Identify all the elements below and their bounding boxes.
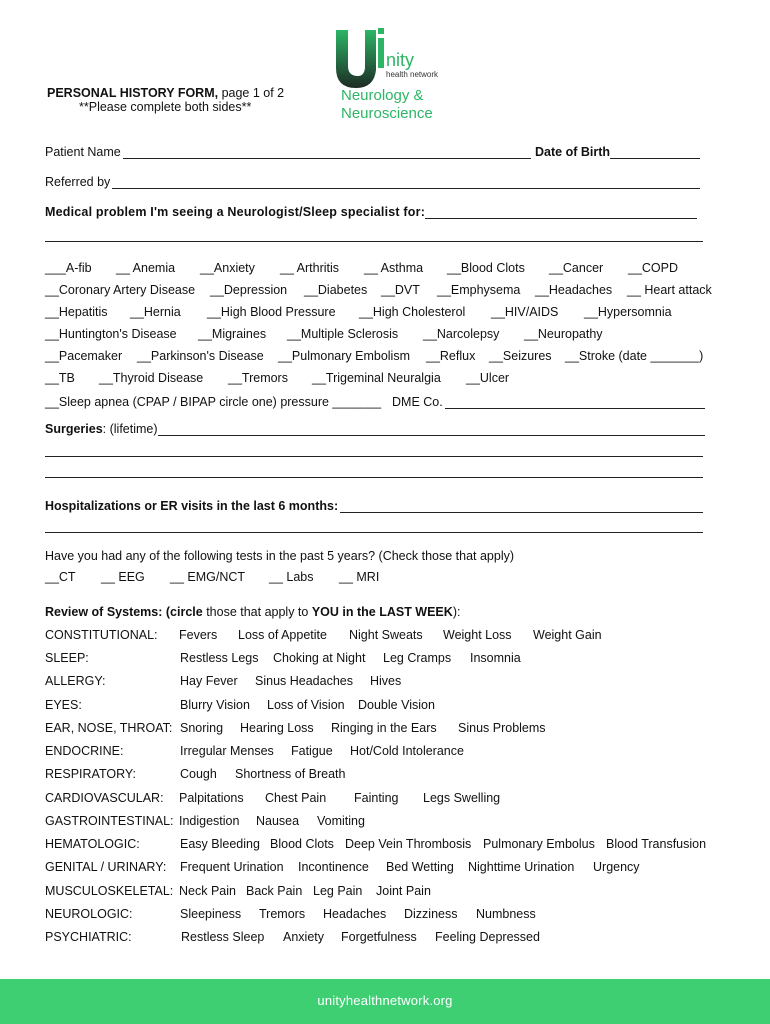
ros-heading-part: ): xyxy=(452,605,461,619)
ros-symptom[interactable]: Dizziness xyxy=(404,907,458,921)
test-item-ct[interactable]: __CT xyxy=(45,570,76,584)
test-item-emg[interactable]: __ EMG/NCT xyxy=(170,570,246,584)
condition-item[interactable]: __Anxiety xyxy=(200,261,255,275)
condition-item[interactable]: __High Cholesterol xyxy=(359,305,466,319)
ros-symptom[interactable]: Fainting xyxy=(354,791,399,805)
logo-line-neurology: Neurology & xyxy=(341,87,424,104)
condition-item[interactable]: __Tremors xyxy=(228,371,288,385)
hospitalizations-input-2[interactable] xyxy=(45,532,703,533)
condition-item[interactable]: __Hepatitis xyxy=(45,305,108,319)
ros-symptom[interactable]: Hay Fever xyxy=(180,674,238,688)
ros-label: EYES: xyxy=(45,698,82,712)
condition-item[interactable]: __Multiple Sclerosis xyxy=(287,327,399,341)
ros-symptom[interactable]: Cough xyxy=(180,767,217,781)
surgeries-input-2[interactable] xyxy=(45,456,703,457)
ros-symptom[interactable]: Neck Pain xyxy=(179,884,236,898)
ros-symptom[interactable]: Pulmonary Embolus xyxy=(483,837,595,851)
condition-item[interactable]: __Trigeminal Neuralgia xyxy=(312,371,441,385)
ros-symptom[interactable]: Fevers xyxy=(179,628,218,642)
form-title xyxy=(47,86,284,100)
ros-symptom[interactable]: Sinus Problems xyxy=(458,721,546,735)
ros-heading-part: Review of Systems: ( xyxy=(45,605,171,619)
logo-network: health network xyxy=(386,70,439,79)
ros-symptom[interactable]: Urgency xyxy=(593,860,640,874)
dme-co-input[interactable] xyxy=(445,408,705,409)
condition-item[interactable]: __Parkinson's Disease xyxy=(137,349,264,363)
ros-label: CONSTITUTIONAL: xyxy=(45,628,158,642)
surgeries-label xyxy=(45,422,158,436)
ros-symptom[interactable]: Weight Loss xyxy=(443,628,512,642)
form-title-bold: PERSONAL HISTORY FORM, xyxy=(47,86,219,100)
condition-item[interactable]: __ Anemia xyxy=(116,261,176,275)
ros-symptom[interactable]: Headaches xyxy=(323,907,387,921)
ros-label: PSYCHIATRIC: xyxy=(45,930,132,944)
condition-item[interactable]: __Diabetes xyxy=(304,283,368,297)
ros-symptom[interactable]: Blurry Vision xyxy=(180,698,250,712)
unity-logo-icon xyxy=(334,26,449,88)
ros-label: GENITAL / URINARY: xyxy=(45,860,167,874)
ros-symptom[interactable]: Choking at Night xyxy=(273,651,366,665)
condition-item[interactable]: __Stroke (date _______) xyxy=(565,349,704,363)
surgeries-label-rest: : (lifetime) xyxy=(102,422,158,436)
footer-url[interactable]: unityhealthnetwork.org xyxy=(317,993,453,1008)
ros-symptom[interactable]: Forgetfulness xyxy=(341,930,417,944)
condition-item[interactable]: __ Arthritis xyxy=(280,261,340,275)
ros-symptom[interactable]: Leg Pain xyxy=(313,884,363,898)
ros-symptom[interactable]: Insomnia xyxy=(470,651,521,665)
ros-symptom[interactable]: Restless Sleep xyxy=(181,930,265,944)
test-item-eeg[interactable]: __ EEG xyxy=(101,570,145,584)
ros-label: GASTROINTESTINAL: xyxy=(45,814,174,828)
condition-item[interactable]: __Thyroid Disease xyxy=(99,371,204,385)
sleep-apnea-item[interactable]: __Sleep apnea (CPAP / BIPAP circle one) pressure _______ xyxy=(45,395,382,409)
ros-symptom[interactable]: Restless Legs xyxy=(180,651,259,665)
ros-symptom[interactable]: Loss of Vision xyxy=(267,698,345,712)
ros-heading-part: those that apply to xyxy=(202,605,312,619)
form-title-page: page 1 of 2 xyxy=(218,86,285,100)
ros-symptom[interactable]: Shortness of Breath xyxy=(235,767,346,781)
hospitalizations-label: Hospitalizations or ER visits in the last 6 months: xyxy=(45,499,339,513)
condition-item[interactable]: __Narcolepsy xyxy=(423,327,500,341)
ros-symptom[interactable]: Nighttime Urination xyxy=(468,860,575,874)
ros-symptom[interactable]: Leg Cramps xyxy=(383,651,452,665)
ros-symptom[interactable]: Blood Clots xyxy=(270,837,334,851)
referred-by-input[interactable] xyxy=(112,188,700,189)
condition-item[interactable]: __Hernia xyxy=(130,305,181,319)
ros-label: HEMATOLOGIC: xyxy=(45,837,140,851)
surgeries-label-bold: Surgeries xyxy=(45,422,103,436)
ros-symptom[interactable]: Legs Swelling xyxy=(423,791,501,805)
ros-symptom[interactable]: Easy Bleeding xyxy=(180,837,260,851)
ros-symptom[interactable]: Anxiety xyxy=(283,930,324,944)
condition-item[interactable]: ___A-fib xyxy=(45,261,92,275)
ros-symptom[interactable]: Hot/Cold Intolerance xyxy=(350,744,464,758)
ros-symptom[interactable]: Numbness xyxy=(476,907,536,921)
footer-bar xyxy=(0,979,770,1024)
ros-symptom[interactable]: Sleepiness xyxy=(180,907,242,921)
ros-heading-part: circle xyxy=(170,605,203,619)
logo-line-neuroscience: Neuroscience xyxy=(341,105,433,122)
dme-co-label: DME Co. xyxy=(392,395,443,409)
patient-name-label: Patient Name xyxy=(45,145,121,159)
ros-label: NEUROLOGIC: xyxy=(45,907,133,921)
test-item-mri[interactable]: __ MRI xyxy=(339,570,380,584)
ros-symptom[interactable]: Ringing in the Ears xyxy=(331,721,437,735)
condition-item[interactable]: __Seizures xyxy=(489,349,552,363)
ros-symptom[interactable]: Feeling Depressed xyxy=(435,930,540,944)
condition-item[interactable]: __TB xyxy=(45,371,75,385)
date-of-birth-input[interactable] xyxy=(610,158,700,159)
logo-word: nity xyxy=(386,50,415,70)
ros-symptom[interactable]: Indigestion xyxy=(179,814,240,828)
ros-symptom[interactable]: Palpitations xyxy=(179,791,244,805)
condition-item[interactable]: __Depression xyxy=(210,283,288,297)
ros-label: CARDIOVASCULAR: xyxy=(45,791,164,805)
ros-symptom[interactable]: Frequent Urination xyxy=(180,860,284,874)
ros-symptom[interactable]: Snoring xyxy=(180,721,224,735)
medical-problem-label: Medical problem I'm seeing a Neurologist/Sleep specialist for: xyxy=(45,205,426,219)
hospitalizations-input[interactable] xyxy=(340,512,703,513)
ros-symptom[interactable]: Deep Vein Thrombosis xyxy=(345,837,472,851)
ros-symptom[interactable]: Loss of Appetite xyxy=(238,628,327,642)
condition-item[interactable]: __Migraines xyxy=(198,327,267,341)
date-of-birth-label: Date of Birth xyxy=(535,145,610,159)
ros-heading xyxy=(45,605,460,619)
condition-item[interactable]: __Neuropathy xyxy=(524,327,603,341)
condition-item[interactable]: __Emphysema xyxy=(437,283,521,297)
ros-symptom[interactable]: Double Vision xyxy=(358,698,435,712)
ros-symptom[interactable]: Hives xyxy=(370,674,402,688)
condition-item[interactable]: __Hypersomnia xyxy=(584,305,672,319)
ros-symptom[interactable]: Incontinence xyxy=(298,860,369,874)
surgeries-input[interactable] xyxy=(158,435,705,436)
condition-item[interactable]: __DVT xyxy=(381,283,420,297)
condition-item[interactable]: __High Blood Pressure xyxy=(207,305,336,319)
ros-symptom[interactable]: Sinus Headaches xyxy=(255,674,353,688)
condition-item[interactable]: __COPD xyxy=(628,261,679,275)
condition-item[interactable]: __ Asthma xyxy=(364,261,424,275)
condition-item[interactable]: __HIV/AIDS xyxy=(491,305,559,319)
medical-problem-input-2[interactable] xyxy=(45,241,703,242)
ros-symptom[interactable]: Blood Transfusion xyxy=(606,837,707,851)
ros-symptom[interactable]: Back Pain xyxy=(246,884,303,898)
ros-symptom[interactable]: Chest Pain xyxy=(265,791,327,805)
ros-label: RESPIRATORY: xyxy=(45,767,137,781)
ros-heading-part: YOU in the LAST WEEK xyxy=(311,605,453,619)
ros-symptom[interactable]: Joint Pain xyxy=(376,884,431,898)
condition-item[interactable]: __Cancer xyxy=(549,261,604,275)
ros-label: ENDOCRINE: xyxy=(45,744,124,758)
ros-label: MUSCULOSKELETAL: xyxy=(45,884,174,898)
ros-symptom[interactable]: Vomiting xyxy=(317,814,365,828)
test-item-labs[interactable]: __ Labs xyxy=(269,570,314,584)
ros-label: EAR, NOSE, THROAT: xyxy=(45,721,173,735)
condition-item[interactable]: __ Heart attack xyxy=(627,283,712,297)
ros-symptom[interactable]: Bed Wetting xyxy=(386,860,454,874)
condition-item[interactable]: __Ulcer xyxy=(466,371,510,385)
ros-symptom[interactable]: Fatigue xyxy=(291,744,333,758)
form-subtitle: **Please complete both sides** xyxy=(79,100,252,114)
ros-symptom[interactable]: Hearing Loss xyxy=(240,721,314,735)
ros-label: SLEEP: xyxy=(45,651,89,665)
tests-question: Have you had any of the following tests in the past 5 years? (Check those that apply) xyxy=(45,549,515,563)
condition-item[interactable]: __Headaches xyxy=(535,283,613,297)
medical-problem-input[interactable] xyxy=(425,218,697,219)
referred-by-label: Referred by xyxy=(45,175,111,189)
condition-item[interactable]: __Pacemaker xyxy=(45,349,123,363)
patient-name-input[interactable] xyxy=(123,158,531,159)
ros-symptom[interactable]: Night Sweats xyxy=(349,628,423,642)
condition-item[interactable]: __Pulmonary Embolism xyxy=(278,349,410,363)
ros-label: ALLERGY: xyxy=(45,674,106,688)
ros-symptom[interactable]: Nausea xyxy=(256,814,300,828)
condition-item[interactable]: __Reflux xyxy=(426,349,476,363)
condition-item[interactable]: __Blood Clots xyxy=(447,261,525,275)
condition-item[interactable]: __Huntington's Disease xyxy=(45,327,177,341)
condition-item[interactable]: __Coronary Artery Disease xyxy=(45,283,196,297)
ros-symptom[interactable]: Weight Gain xyxy=(533,628,602,642)
ros-symptom[interactable]: Irregular Menses xyxy=(180,744,274,758)
ros-symptom[interactable]: Tremors xyxy=(259,907,306,921)
surgeries-input-3[interactable] xyxy=(45,477,703,478)
